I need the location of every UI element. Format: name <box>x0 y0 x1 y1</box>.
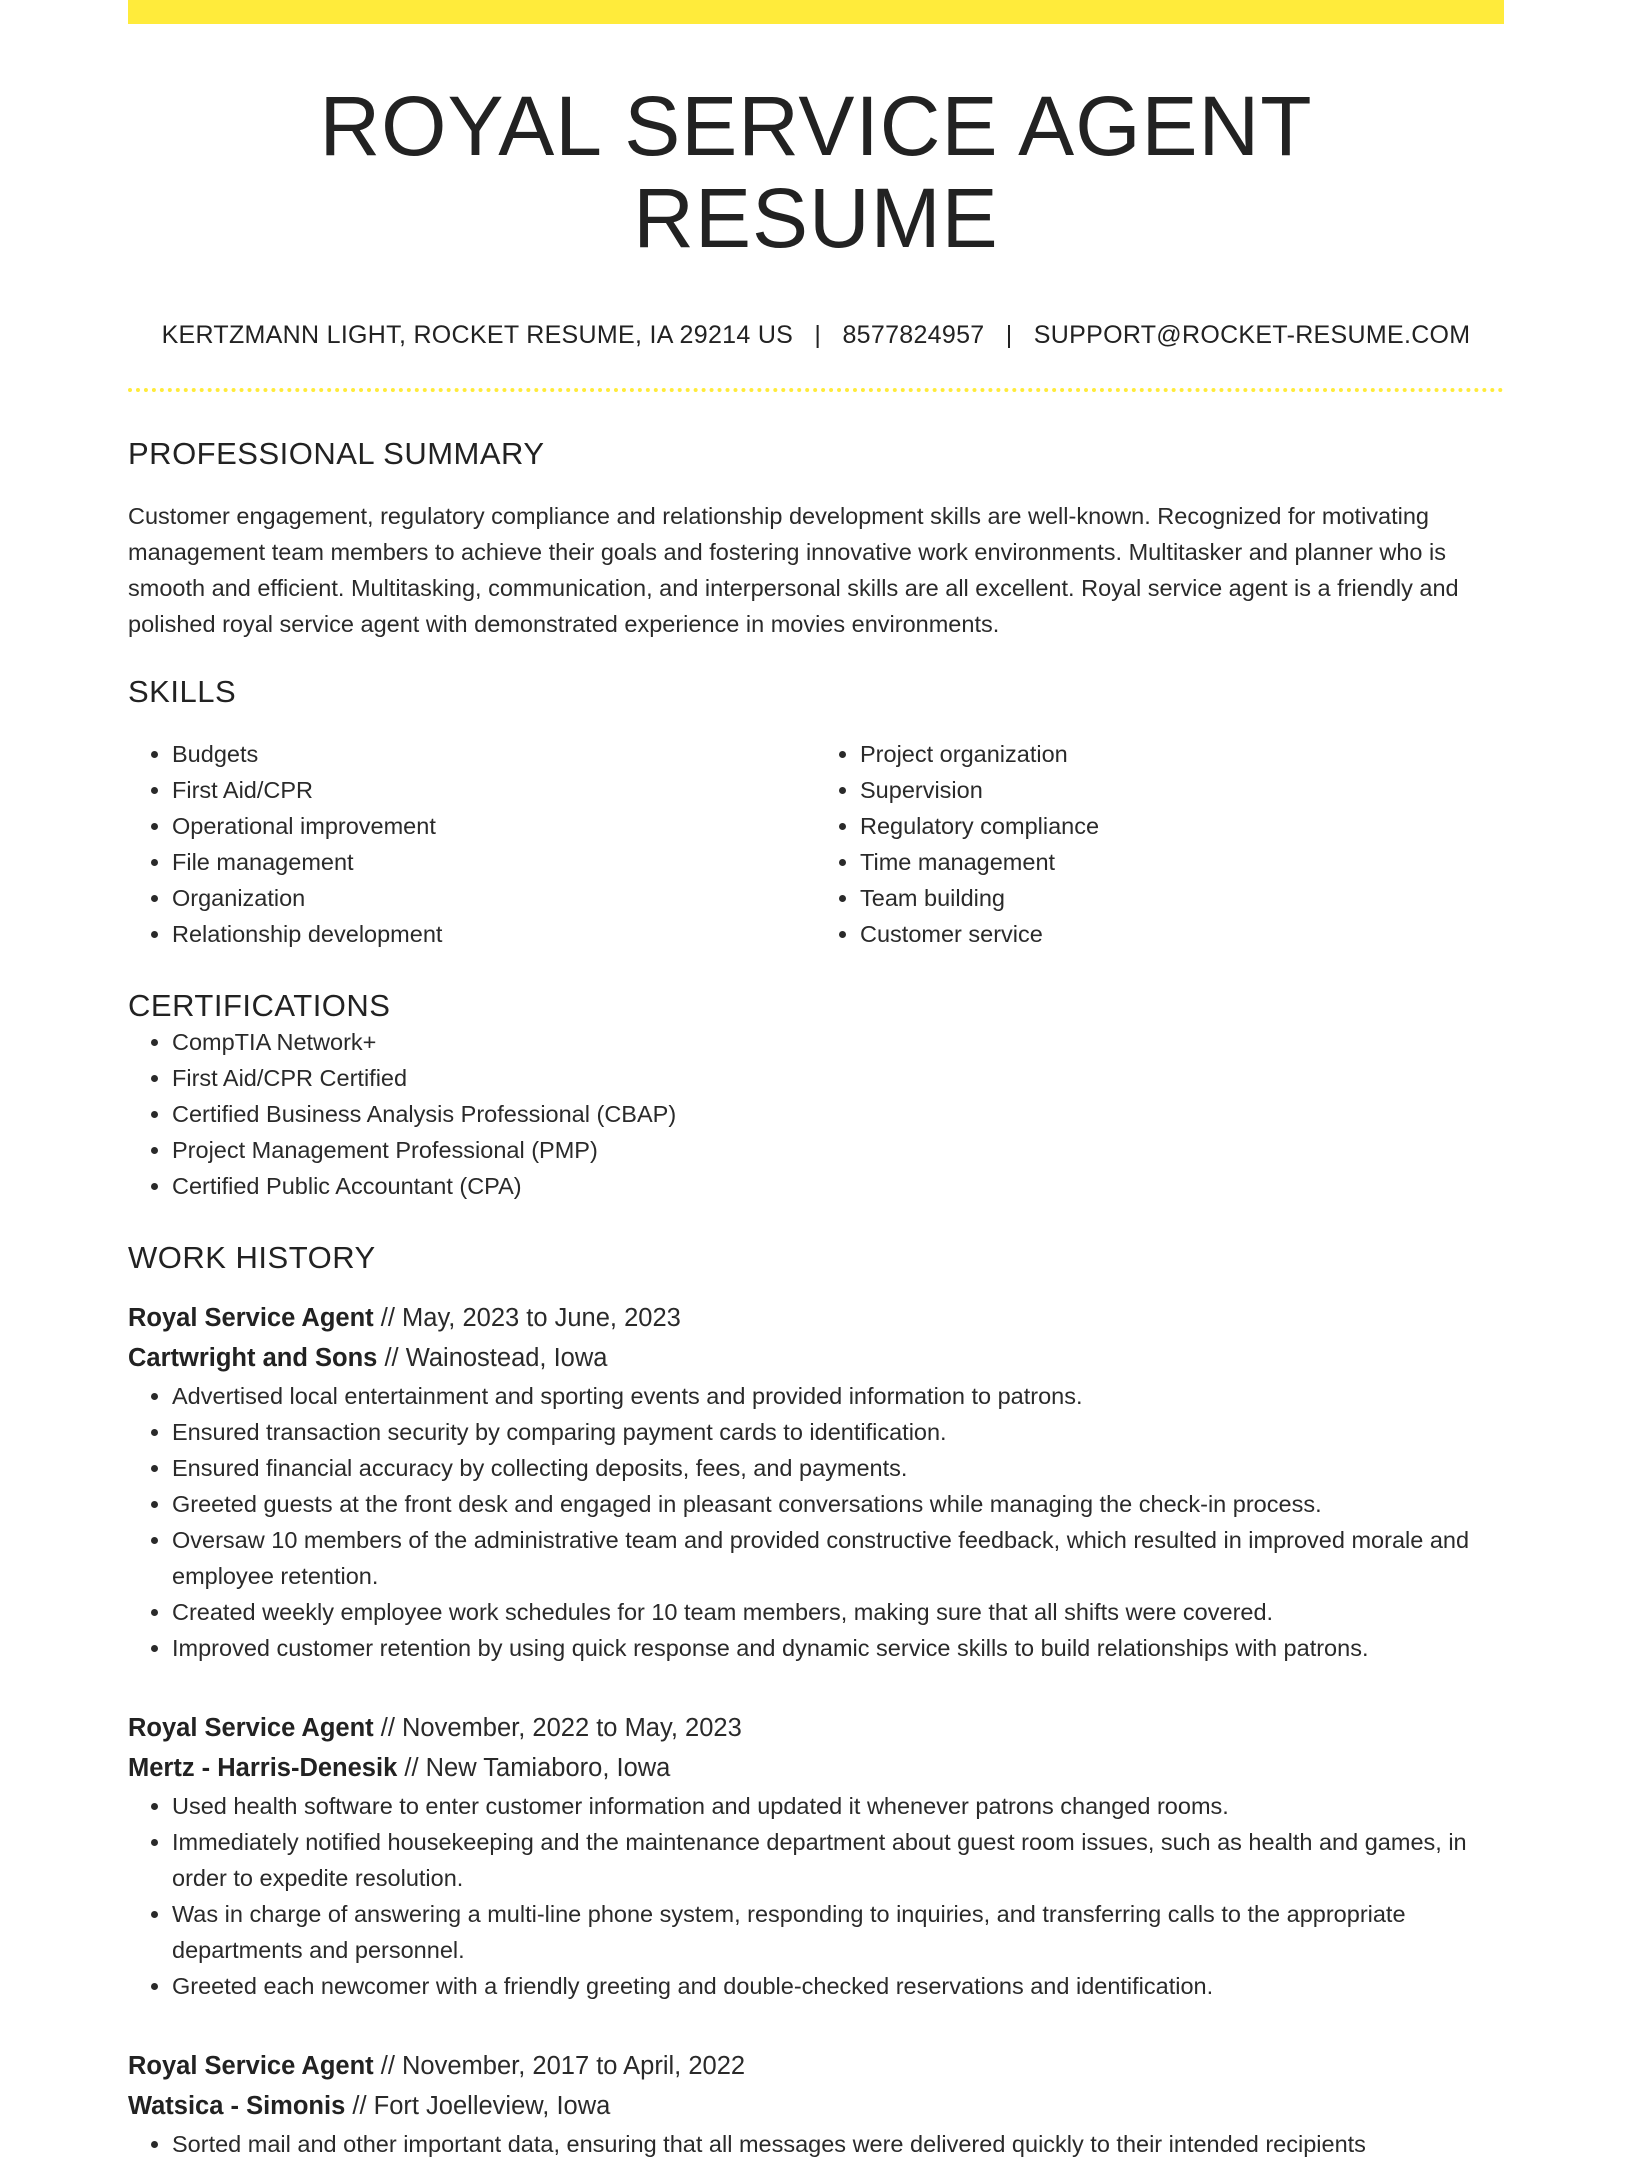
header-divider <box>128 388 1504 392</box>
skill-item: • Operational improvement <box>172 808 816 844</box>
job-title-line <box>128 1298 1504 1338</box>
job-separator: // <box>380 1713 395 1742</box>
job-bullet: • Greeted guests at the front desk and engaged in pleasant conversations while managing the check-in process. <box>172 1486 1504 1522</box>
skill-item: • First Aid/CPR <box>172 772 816 808</box>
job-separator: // <box>380 1303 395 1332</box>
contact-email: SUPPORT@ROCKET-RESUME.COM <box>1033 320 1471 349</box>
certification-item: • Project Management Professional (PMP) <box>172 1132 1504 1168</box>
job-bullets <box>128 1788 1504 2004</box>
job-bullet: • Advertised local entertainment and sporting events and provided information to patrons. <box>172 1378 1504 1414</box>
job-title-line <box>128 1708 1504 1748</box>
job-bullet: • Sorted mail and other important data, ensuring that all messages were delivered quickly to their intended recipients <box>172 2126 1504 2162</box>
job-location: Wainostead, Iowa <box>405 1343 608 1372</box>
job-entry <box>128 2046 1504 2162</box>
job-title-line <box>128 2046 1504 2086</box>
skill-item: • Budgets <box>172 736 816 772</box>
job-bullet: • Created weekly employee work schedules for 10 team members, making sure that all shifts were covered. <box>172 1594 1504 1630</box>
job-bullet: • Oversaw 10 members of the administrative team and provided constructive feedback, which resulted in improved morale and employee retention. <box>172 1522 1504 1594</box>
resume-page <box>128 0 1504 2162</box>
job-location: New Tamiaboro, Iowa <box>425 1753 671 1782</box>
certification-item: • First Aid/CPR Certified <box>172 1060 1504 1096</box>
job-company-line <box>128 1338 1504 1378</box>
job-separator: // <box>404 1753 419 1782</box>
job-title: Royal Service Agent <box>128 2051 374 2080</box>
certification-item: • Certified Public Accountant (CPA) <box>172 1168 1504 1204</box>
contact-phone: 8577824957 <box>842 320 985 349</box>
job-bullet: • Was in charge of answering a multi-line phone system, responding to inquiries, and transferring calls to the appropriate departments and personnel. <box>172 1896 1504 1968</box>
job-bullet: • Used health software to enter customer information and updated it whenever patrons changed rooms. <box>172 1788 1504 1824</box>
job-bullets <box>128 1378 1504 1666</box>
job-entry <box>128 1708 1504 2004</box>
job-dates: November, 2017 to April, 2022 <box>402 2051 746 2080</box>
contact-separator: | <box>1005 320 1013 349</box>
skills-list-left <box>128 736 816 952</box>
skill-item: • Regulatory compliance <box>860 808 1504 844</box>
summary-text: Customer engagement, regulatory compliance and relationship development skills are well-known. Recognized for motivating management team members to achieve their goals and fostering innovative work environments. Multitasker and planner who is smooth and efficient. Multitasking, communication, and interpersonal skills are all excellent. Royal service agent is a friendly and polished royal service agent with demonstrated experience in movies environments. <box>128 502 1459 637</box>
job-company: Mertz - Harris-Denesik <box>128 1753 398 1782</box>
job-location: Fort Joelleview, Iowa <box>373 2091 611 2120</box>
job-bullets <box>128 2126 1504 2162</box>
skill-item: • Supervision <box>860 772 1504 808</box>
skills-columns <box>128 736 1504 952</box>
job-title: Royal Service Agent <box>128 1713 374 1742</box>
work-history-heading: WORK HISTORY <box>128 1239 376 1275</box>
job-title: Royal Service Agent <box>128 1303 374 1332</box>
job-separator: // <box>384 1343 399 1372</box>
certification-item: • CompTIA Network+ <box>172 1024 1504 1060</box>
skill-item: • Project organization <box>860 736 1504 772</box>
contact-line <box>128 321 1504 350</box>
certification-item: • Certified Business Analysis Professional (CBAP) <box>172 1096 1504 1132</box>
summary-heading: PROFESSIONAL SUMMARY <box>128 435 545 471</box>
contact-separator: | <box>814 320 822 349</box>
job-company-line <box>128 1748 1504 1788</box>
skill-item: • File management <box>172 844 816 880</box>
job-separator: // <box>380 2051 395 2080</box>
job-company-line <box>128 2086 1504 2126</box>
skills-heading: SKILLS <box>128 673 237 709</box>
job-bullet: • Ensured financial accuracy by collecting deposits, fees, and payments. <box>172 1450 1504 1486</box>
job-dates: November, 2022 to May, 2023 <box>402 1713 742 1742</box>
job-bullet: • Immediately notified housekeeping and the maintenance department about guest room issues, such as health and games, in order to expedite resolution. <box>172 1824 1504 1896</box>
job-company: Watsica - Simonis <box>128 2091 346 2120</box>
job-bullet: • Greeted each newcomer with a friendly greeting and double-checked reservations and identification. <box>172 1968 1504 2004</box>
job-bullet: • Improved customer retention by using quick response and dynamic service skills to build relationships with patrons. <box>172 1630 1504 1666</box>
certifications-heading: CERTIFICATIONS <box>128 987 391 1023</box>
skill-item: • Team building <box>860 880 1504 916</box>
skill-item: • Time management <box>860 844 1504 880</box>
job-bullet: • Ensured transaction security by comparing payment cards to identification. <box>172 1414 1504 1450</box>
certifications-list <box>128 1024 1504 1204</box>
skill-item: • Organization <box>172 880 816 916</box>
top-accent-bar <box>128 0 1504 24</box>
job-company: Cartwright and Sons <box>128 1343 378 1372</box>
skill-item: • Relationship development <box>172 916 816 952</box>
contact-address: KERTZMANN LIGHT, ROCKET RESUME, IA 29214 US <box>161 320 794 349</box>
job-dates: May, 2023 to June, 2023 <box>402 1303 681 1332</box>
document-title: ROYAL SERVICE AGENT RESUME <box>319 79 1313 266</box>
skills-list-right <box>816 736 1504 952</box>
skill-item: • Customer service <box>860 916 1504 952</box>
job-separator: // <box>352 2091 367 2120</box>
job-entry <box>128 1298 1504 1666</box>
